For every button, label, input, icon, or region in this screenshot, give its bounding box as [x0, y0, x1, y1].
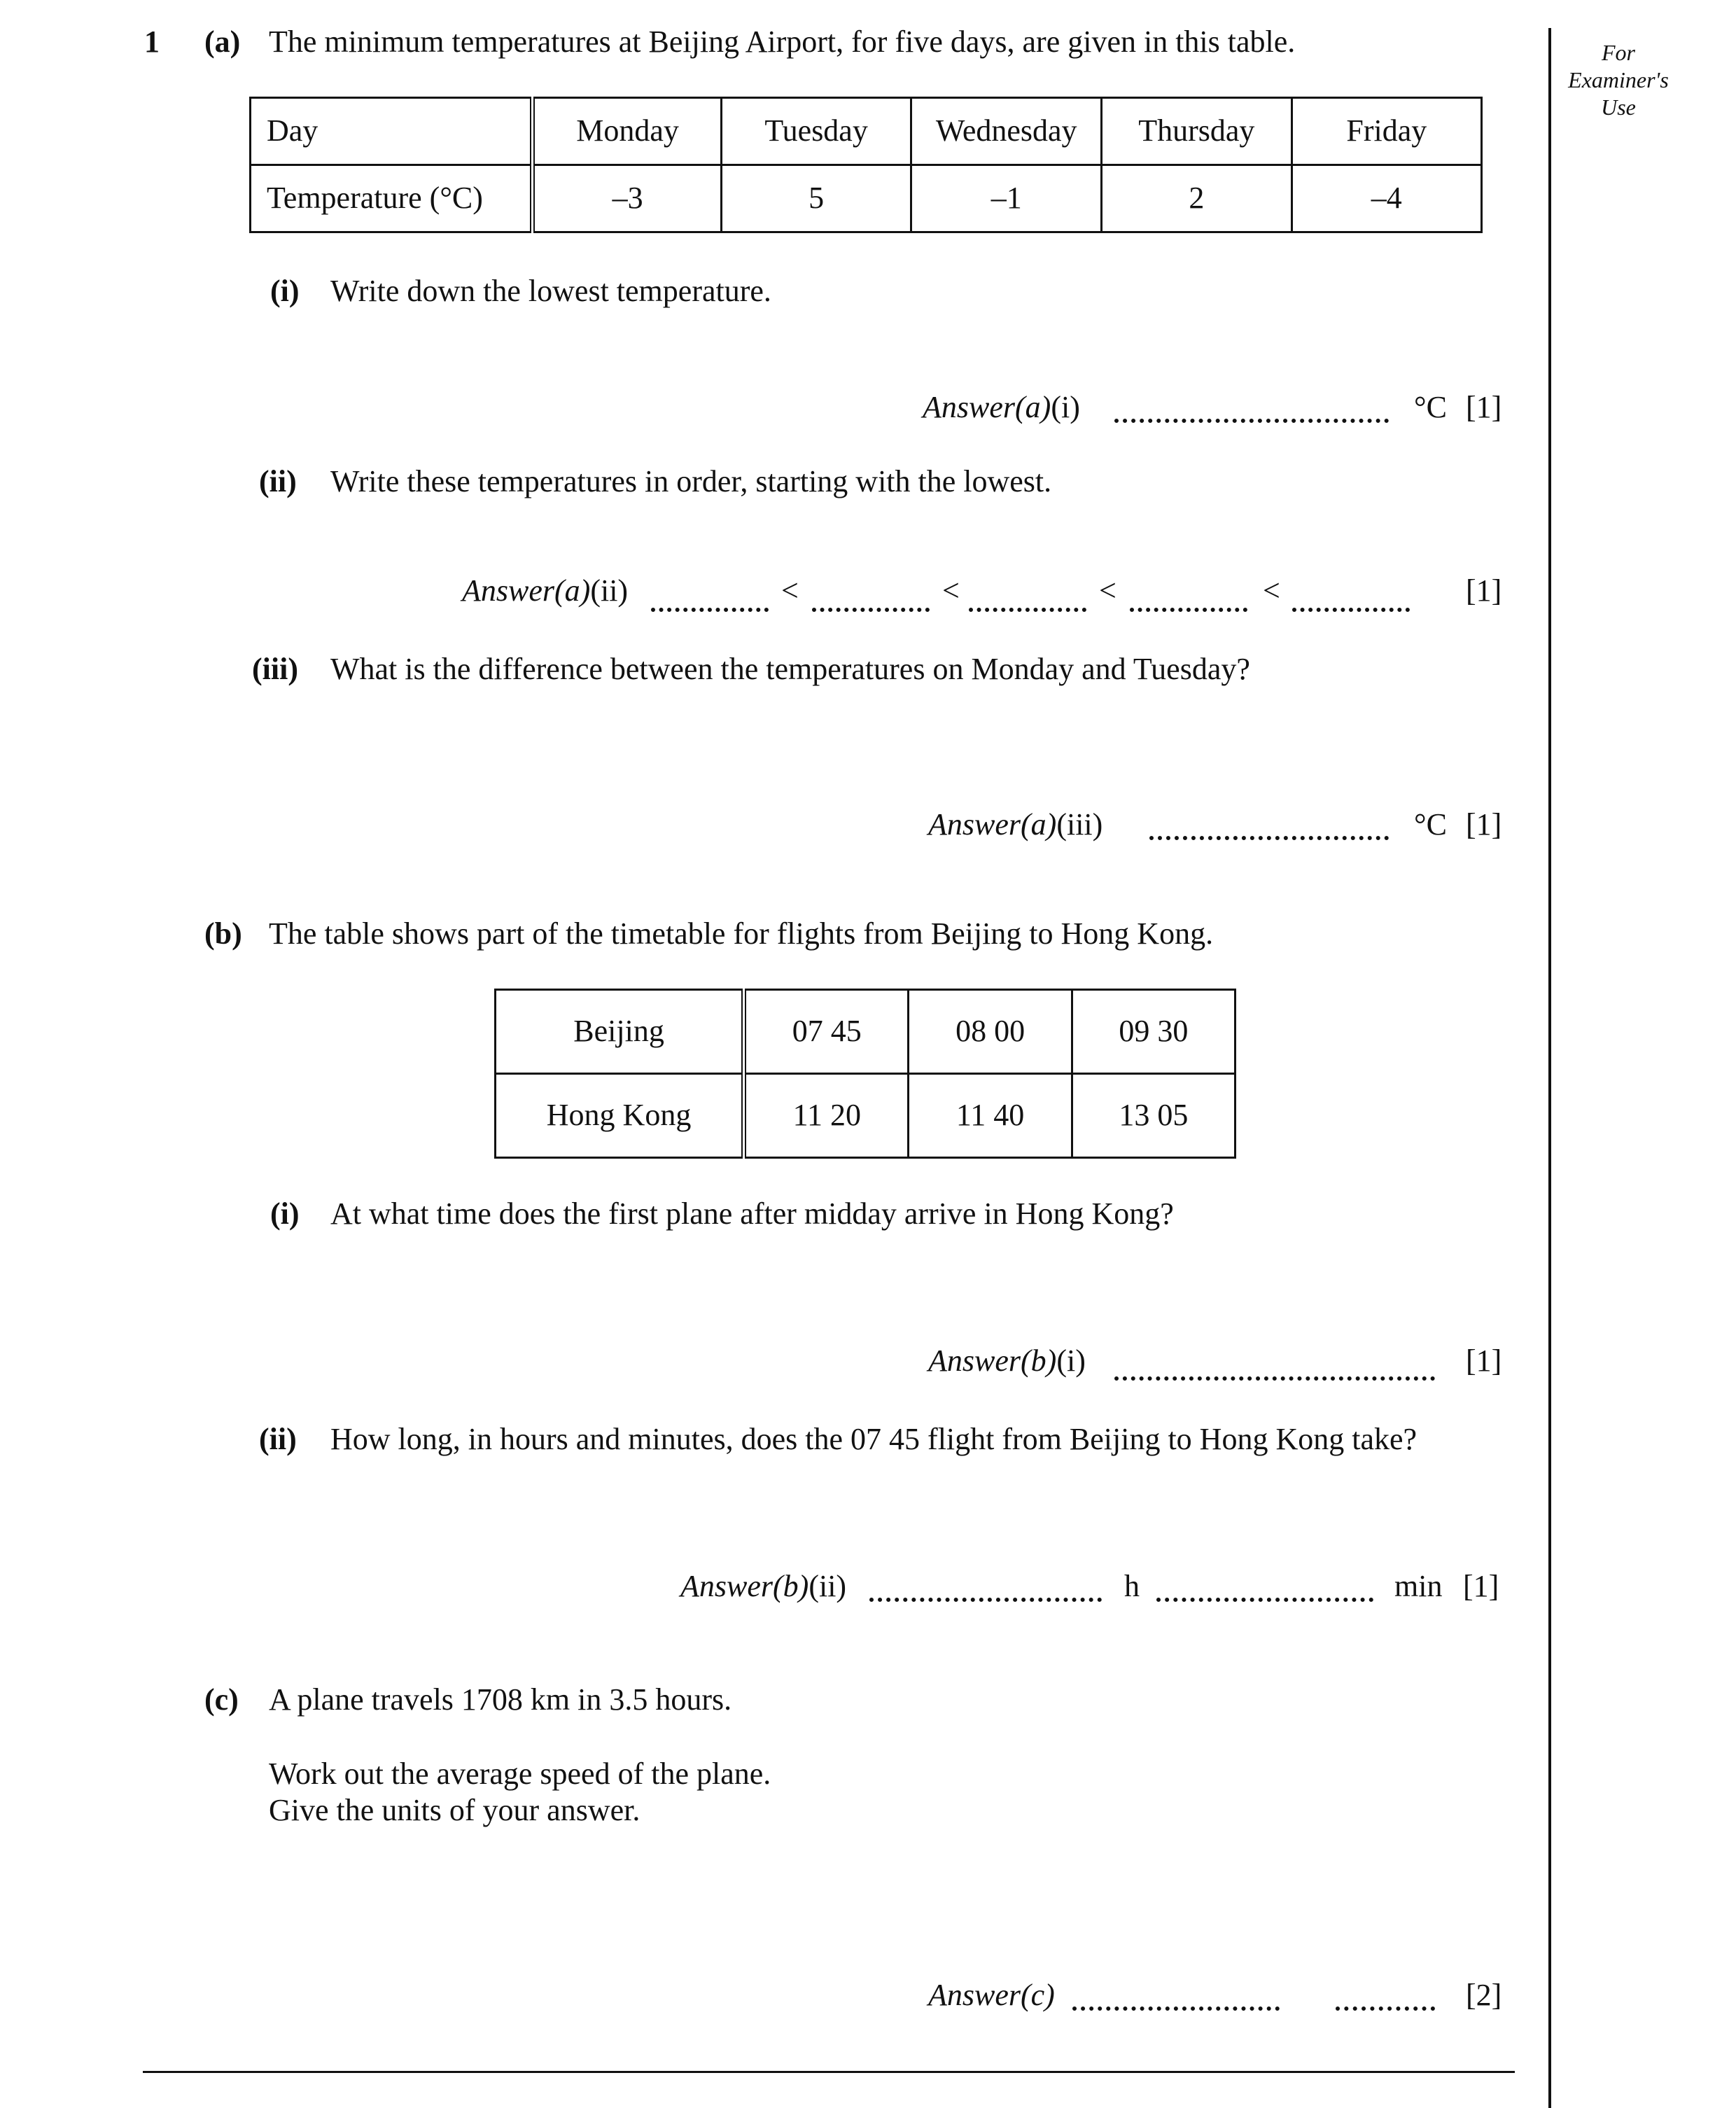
- answer-c-value-blank[interactable]: [1072, 2006, 1280, 2011]
- table-header-hong-kong: Hong Kong: [496, 1074, 744, 1158]
- table-row: [251, 98, 1482, 165]
- part-b-i-text: At what time does the first plane after midday arrive in Hong Kong?: [330, 1196, 1174, 1231]
- answer-b-ii-label: [680, 1568, 846, 1605]
- part-b-label: (b): [204, 916, 242, 951]
- table-header-day: Day: [251, 98, 533, 165]
- part-a-iii-text: What is the difference between the temperatures on Monday and Tuesday?: [330, 652, 1250, 686]
- part-c-label: (c): [204, 1682, 239, 1717]
- table-cell: 2: [1102, 165, 1292, 232]
- answer-a-ii-marks: [1]: [1466, 573, 1502, 608]
- answer-suffix: (ii): [808, 1569, 847, 1603]
- answer-a-iii-label: [928, 807, 1102, 844]
- answer-b-ii-hours-unit: h: [1124, 1569, 1140, 1603]
- table-row: [496, 990, 1236, 1074]
- part-a-i-text: Write down the lowest temperature.: [330, 274, 771, 308]
- answer-a-ii-blank-1[interactable]: [651, 608, 769, 612]
- answer-b-ii-hours-blank[interactable]: [869, 1598, 1102, 1602]
- answer-c-marks: [2]: [1466, 1978, 1502, 2012]
- part-c-text-2: Work out the average speed of the plane.: [269, 1757, 771, 1791]
- answer-suffix: (iii): [1056, 807, 1103, 842]
- table-header-beijing: Beijing: [496, 990, 744, 1074]
- answer-b-i-blank[interactable]: [1114, 1376, 1435, 1381]
- page-bottom-rule: [143, 2071, 1515, 2073]
- part-a-ii-label: (ii): [259, 464, 297, 498]
- answer-suffix: (ii): [590, 573, 629, 608]
- table-cell: 07 45: [744, 990, 909, 1074]
- answer-a-ii-blank-5[interactable]: [1292, 608, 1410, 612]
- answer-b-ii-minutes-unit: min: [1394, 1569, 1443, 1603]
- table-cell: 11 20: [744, 1074, 909, 1158]
- temperature-table: [249, 97, 1483, 233]
- part-b-ii-label: (ii): [259, 1422, 297, 1456]
- answer-label: Answer(a): [923, 390, 1051, 424]
- answer-a-ii-label: [462, 573, 628, 610]
- part-a-ii-text: Write these temperatures in order, starting with the lowest.: [330, 464, 1052, 498]
- answer-a-iii-unit: °C: [1414, 807, 1447, 842]
- table-header-temperature: Temperature (°C): [251, 165, 533, 232]
- part-b-intro: The table shows part of the timetable for flights from Beijing to Hong Kong.: [269, 916, 1214, 951]
- table-cell: 13 05: [1072, 1074, 1235, 1158]
- question-number: 1: [144, 25, 160, 59]
- table-cell: Friday: [1292, 98, 1481, 165]
- answer-suffix: (i): [1056, 1343, 1086, 1378]
- table-row: [496, 1074, 1236, 1158]
- examiner-margin-rule: [1548, 28, 1551, 2108]
- table-cell: Thursday: [1102, 98, 1292, 165]
- table-cell: 11 40: [909, 1074, 1072, 1158]
- answer-suffix: (i): [1051, 390, 1080, 424]
- part-c-text-3: Give the units of your answer.: [269, 1793, 640, 1827]
- part-a-intro: The minimum temperatures at Beijing Airport, for five days, are given in this table.: [269, 25, 1296, 59]
- answer-a-ii-blank-2[interactable]: [812, 608, 930, 612]
- examiner-line-1: For: [1602, 40, 1635, 65]
- part-a-label: (a): [204, 25, 241, 59]
- table-cell: 09 30: [1072, 990, 1235, 1074]
- part-b-ii-text: How long, in hours and minutes, does the 07 45 flight from Beijing to Hong Kong take?: [330, 1422, 1418, 1456]
- table-cell: Monday: [533, 98, 722, 165]
- answer-b-i-label: [928, 1343, 1086, 1380]
- table-cell: –3: [533, 165, 722, 232]
- examiner-line-2: Examiner's: [1568, 67, 1669, 92]
- answer-a-ii-blank-3[interactable]: [969, 608, 1086, 612]
- table-cell: Wednesday: [911, 98, 1102, 165]
- less-than-symbol: <: [1263, 573, 1280, 608]
- part-a-iii-label: (iii): [252, 652, 298, 686]
- answer-a-i-blank[interactable]: [1114, 419, 1389, 423]
- answer-label: Answer(a): [462, 573, 591, 608]
- table-cell: 08 00: [909, 990, 1072, 1074]
- part-b-i-label: (i): [270, 1196, 300, 1231]
- answer-b-i-marks: [1]: [1466, 1343, 1502, 1378]
- answer-a-i-unit: °C: [1414, 390, 1447, 424]
- part-a-i-label: (i): [270, 274, 300, 308]
- answer-label: Answer(b): [680, 1569, 809, 1603]
- answer-a-i-marks: [1]: [1466, 390, 1502, 424]
- answer-a-ii-blank-4[interactable]: [1130, 608, 1247, 612]
- answer-a-iii-marks: [1]: [1466, 807, 1502, 842]
- table-cell: 5: [721, 165, 911, 232]
- part-c-text-1: A plane travels 1708 km in 3.5 hours.: [269, 1682, 732, 1717]
- table-cell: –4: [1292, 165, 1481, 232]
- flight-timetable: [494, 989, 1236, 1159]
- answer-c-label: Answer(c): [928, 1978, 1055, 2012]
- answer-b-ii-marks: [1]: [1463, 1569, 1499, 1603]
- less-than-symbol: <: [1099, 573, 1116, 608]
- answer-b-ii-minutes-blank[interactable]: [1156, 1598, 1373, 1602]
- less-than-symbol: <: [781, 573, 799, 608]
- table-cell: –1: [911, 165, 1102, 232]
- table-cell: Tuesday: [721, 98, 911, 165]
- answer-label: Answer(a): [928, 807, 1057, 842]
- examiner-line-3: Use: [1601, 95, 1636, 120]
- less-than-symbol: <: [942, 573, 960, 608]
- examiner-use-note: [1555, 39, 1681, 121]
- answer-label: Answer(b): [928, 1343, 1057, 1378]
- answer-a-iii-blank[interactable]: [1149, 836, 1389, 840]
- table-row: [251, 165, 1482, 232]
- answer-a-i-label: [923, 389, 1080, 426]
- answer-c-units-blank[interactable]: [1336, 2006, 1435, 2011]
